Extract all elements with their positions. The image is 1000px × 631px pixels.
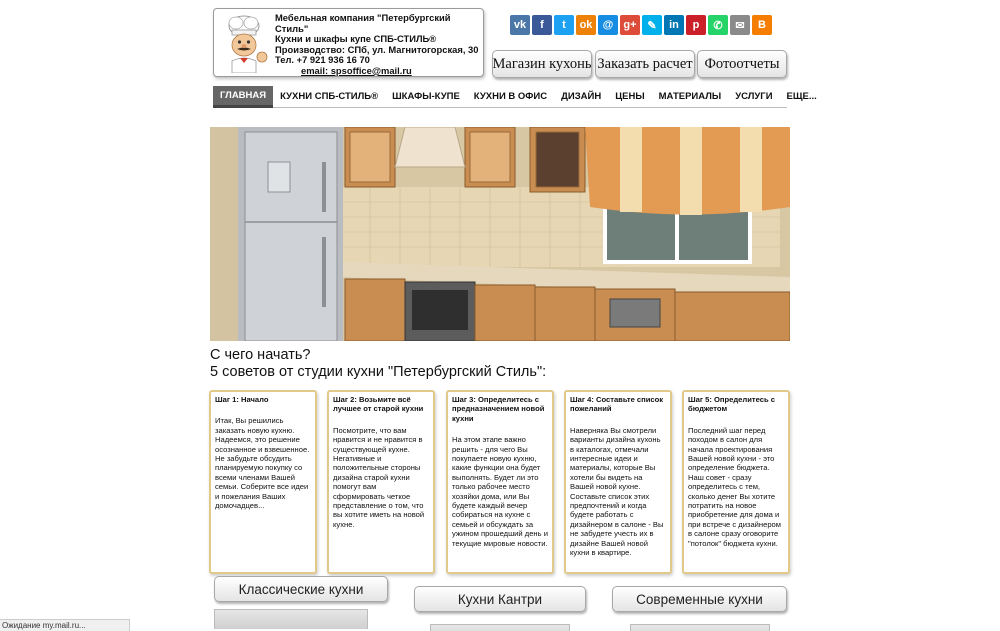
step-title: Шаг 2: Возьмите всё лучшее от старой кухни xyxy=(333,395,424,414)
classic-kitchens-button[interactable]: Классические кухни xyxy=(214,576,388,602)
browser-status-bar: Ожидание my.mail.ru... xyxy=(0,619,130,631)
company-info xyxy=(275,13,483,77)
modern-kitchens-button[interactable]: Современные кухни xyxy=(612,586,787,612)
facebook-icon[interactable]: f xyxy=(532,15,552,35)
country-kitchens-button[interactable]: Кухни Кантри xyxy=(414,586,586,612)
step-title: Шаг 1: Начало xyxy=(215,395,269,404)
modern-kitchens-thumbnail[interactable] xyxy=(630,624,770,631)
company-name: Мебельная компания "Петербургский Стиль" xyxy=(275,12,451,34)
vk-icon[interactable]: vk xyxy=(510,15,530,35)
google-plus-icon[interactable]: g+ xyxy=(620,15,640,35)
hero-kitchen-image xyxy=(210,127,790,341)
nav-item-prices[interactable]: ЦЕНЫ xyxy=(615,91,645,102)
odnoklassniki-icon[interactable]: ok xyxy=(576,15,596,35)
company-address: Производство: СПб, ул. Магнитогорская, 30 xyxy=(275,43,479,55)
kitchen-shop-button[interactable]: Магазин кухонь xyxy=(492,50,592,78)
step-card-3 xyxy=(446,390,554,574)
classic-kitchens-thumbnail[interactable] xyxy=(214,609,368,629)
step-card-4 xyxy=(564,390,672,574)
nav-item-services[interactable]: УСЛУГИ xyxy=(735,91,773,102)
step-card-1 xyxy=(209,390,317,574)
pinterest-icon[interactable]: p xyxy=(686,15,706,35)
nav-item-design[interactable]: ДИЗАЙН xyxy=(561,91,602,102)
blogger-icon[interactable]: B xyxy=(752,15,772,35)
step-title: Шаг 5: Определитесь с бюджетом xyxy=(688,395,775,414)
nav-item-more[interactable]: ЕЩЕ... xyxy=(786,91,817,102)
nav-item-wardrobes[interactable]: ШКАФЫ-КУПЕ xyxy=(392,91,460,102)
step-title: Шаг 3: Определитесь с предназначением новой кухни xyxy=(452,395,545,423)
nav-item-home[interactable]: ГЛАВНАЯ xyxy=(213,86,273,108)
step-text: Наверняка Вы смотрели варианты дизайна кухонь в каталогах, отмечали интересные идеи и материалы, которые Вы хотели бы видеть на Вашей новой кухне. Составьте список этих предпочтений и когда будете работать с дизайнером в салоне - Вы не забудете учесть их в дизайне Вашей новой кухни в квартире. xyxy=(570,425,664,558)
photo-reports-button[interactable]: Фотоотчеты xyxy=(697,50,787,78)
step-card-2 xyxy=(327,390,435,574)
step-text: Посмотрите, что вам нравится и не нравится в существующей кухне. Негативные и положительные стороны дизайна старой кухни помогут вам сформировать четкое представление о том, что вы хотите иметь на новой кухне. xyxy=(333,425,425,529)
company-tagline: Кухни и шкафы купе СПБ-СТИЛЬ® xyxy=(275,33,437,45)
chef-logo-icon xyxy=(218,13,270,73)
mail-ru-icon[interactable]: @ xyxy=(598,15,618,35)
intro-line-1: С чего начать? xyxy=(210,347,311,363)
social-share-bar xyxy=(510,15,772,37)
country-kitchens-thumbnail[interactable] xyxy=(430,624,570,631)
company-phone: Тел. +7 921 936 16 70 xyxy=(275,54,370,66)
step-text: Итак, Вы решились заказать новую кухню. Надеемся, это решение осознанное и взвешенное. Не забудьте обсудить планируемую покупку со всеми членами Вашей семьи. Соберите все идеи и пожелания Ваших домочадцев... xyxy=(215,416,310,511)
main-nav xyxy=(213,86,817,108)
step-title: Шаг 4: Составьте список пожеланий xyxy=(570,395,664,414)
company-header xyxy=(213,8,484,77)
email-icon[interactable]: ✉ xyxy=(730,15,750,35)
order-estimate-button[interactable]: Заказать расчет xyxy=(595,50,695,78)
linkedin-icon[interactable]: in xyxy=(664,15,684,35)
intro-line-2: 5 советов от студии кухни "Петербургский Стиль": xyxy=(210,364,547,380)
step-text: На этом этапе важно решить - для чего Вы покупаете новую кухню, какие функции она будет выполнять. Будет ли это только рабочее место хозяйки дома, или Вы будете каждый вечер собираться на кухне с семьей и обсуждать за ужином прошедший день и текущие мировые новости. xyxy=(452,435,548,548)
nav-item-office-kitchens[interactable]: КУХНИ В ОФИС xyxy=(473,91,548,102)
nav-item-materials[interactable]: МАТЕРИАЛЫ xyxy=(658,91,722,102)
whatsapp-icon[interactable]: ✆ xyxy=(708,15,728,35)
step-text: Последний шаг перед походом в салон для начала проектирования Вашей новой кухни - это определение бюджета. Наш совет - сразу определитесь с тем, сколько денег Вы хотите потратить на новое приобретение для дома и при встрече с дизайнером в салоне сразу оговорите "потолок" бюджета кухни. xyxy=(688,425,782,548)
email-link[interactable]: email: spsoffice@mail.ru xyxy=(301,64,412,76)
nav-item-kitchens[interactable]: КУХНИ СПБ-СТИЛЬ® xyxy=(280,91,379,102)
twitter-icon[interactable]: t xyxy=(554,15,574,35)
step-card-5 xyxy=(682,390,790,574)
intro-heading xyxy=(210,347,546,381)
livejournal-icon[interactable]: ✎ xyxy=(642,15,662,35)
